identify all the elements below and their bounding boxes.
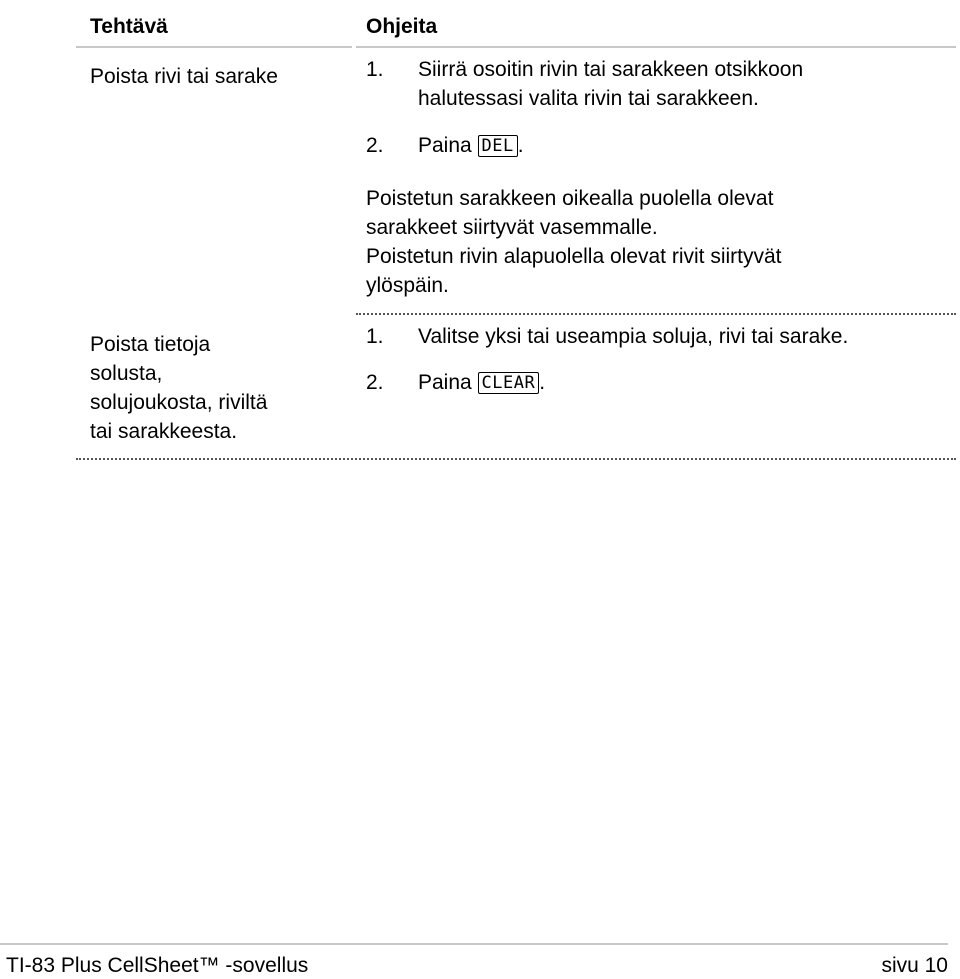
task-delete-row-column: Poista rivi tai sarake	[90, 65, 278, 88]
page-number: sivu 10	[881, 954, 948, 977]
row-divider	[356, 313, 956, 315]
table-bottom-rule	[76, 458, 956, 460]
footer-divider	[0, 943, 948, 945]
step-number: 1.	[366, 325, 384, 348]
task-clear-data: Poista tietoja	[90, 333, 211, 356]
step-number: 2.	[366, 134, 384, 157]
note-line: Poistetun sarakkeen oikealla puolella olevat	[366, 187, 774, 210]
step-text-line: Siirrä osoitin rivin tai sarakkeen otsikkoon	[418, 58, 804, 81]
note-line: sarakkeet siirtyvät vasemmalle.	[366, 216, 658, 239]
note-line: ylöspäin.	[366, 274, 449, 297]
task-clear-data-line: solusta,	[90, 362, 163, 385]
step-text-line: Valitse yksi tai useampia soluja, rivi tai sarake.	[418, 325, 849, 348]
task-clear-data-line: solujoukosta, riviltä	[90, 391, 268, 414]
del-key: DEL	[478, 135, 518, 157]
step-prefix: Paina	[418, 134, 478, 157]
step-suffix: .	[539, 371, 546, 394]
note-line: Poistetun rivin alapuolella olevat rivit siirtyvät	[366, 245, 782, 268]
step-text-line: halutessasi valita rivin tai sarakkeen.	[418, 87, 759, 110]
step-number: 2.	[366, 371, 384, 394]
header-divider-left	[76, 46, 352, 48]
step-suffix: .	[517, 134, 524, 157]
step-text-line	[418, 368, 545, 398]
footer-title: TI-83 Plus CellSheet™ -sovellus	[6, 954, 309, 977]
column-header-task: Tehtävä	[90, 15, 168, 38]
step-text-line	[418, 131, 524, 161]
column-header-instructions: Ohjeita	[366, 15, 438, 38]
task-clear-data-line: tai sarakkeesta.	[90, 420, 238, 443]
header-divider-right	[356, 46, 956, 48]
step-number: 1.	[366, 58, 384, 81]
step-prefix: Paina	[418, 371, 478, 394]
clear-key: CLEAR	[478, 372, 540, 394]
